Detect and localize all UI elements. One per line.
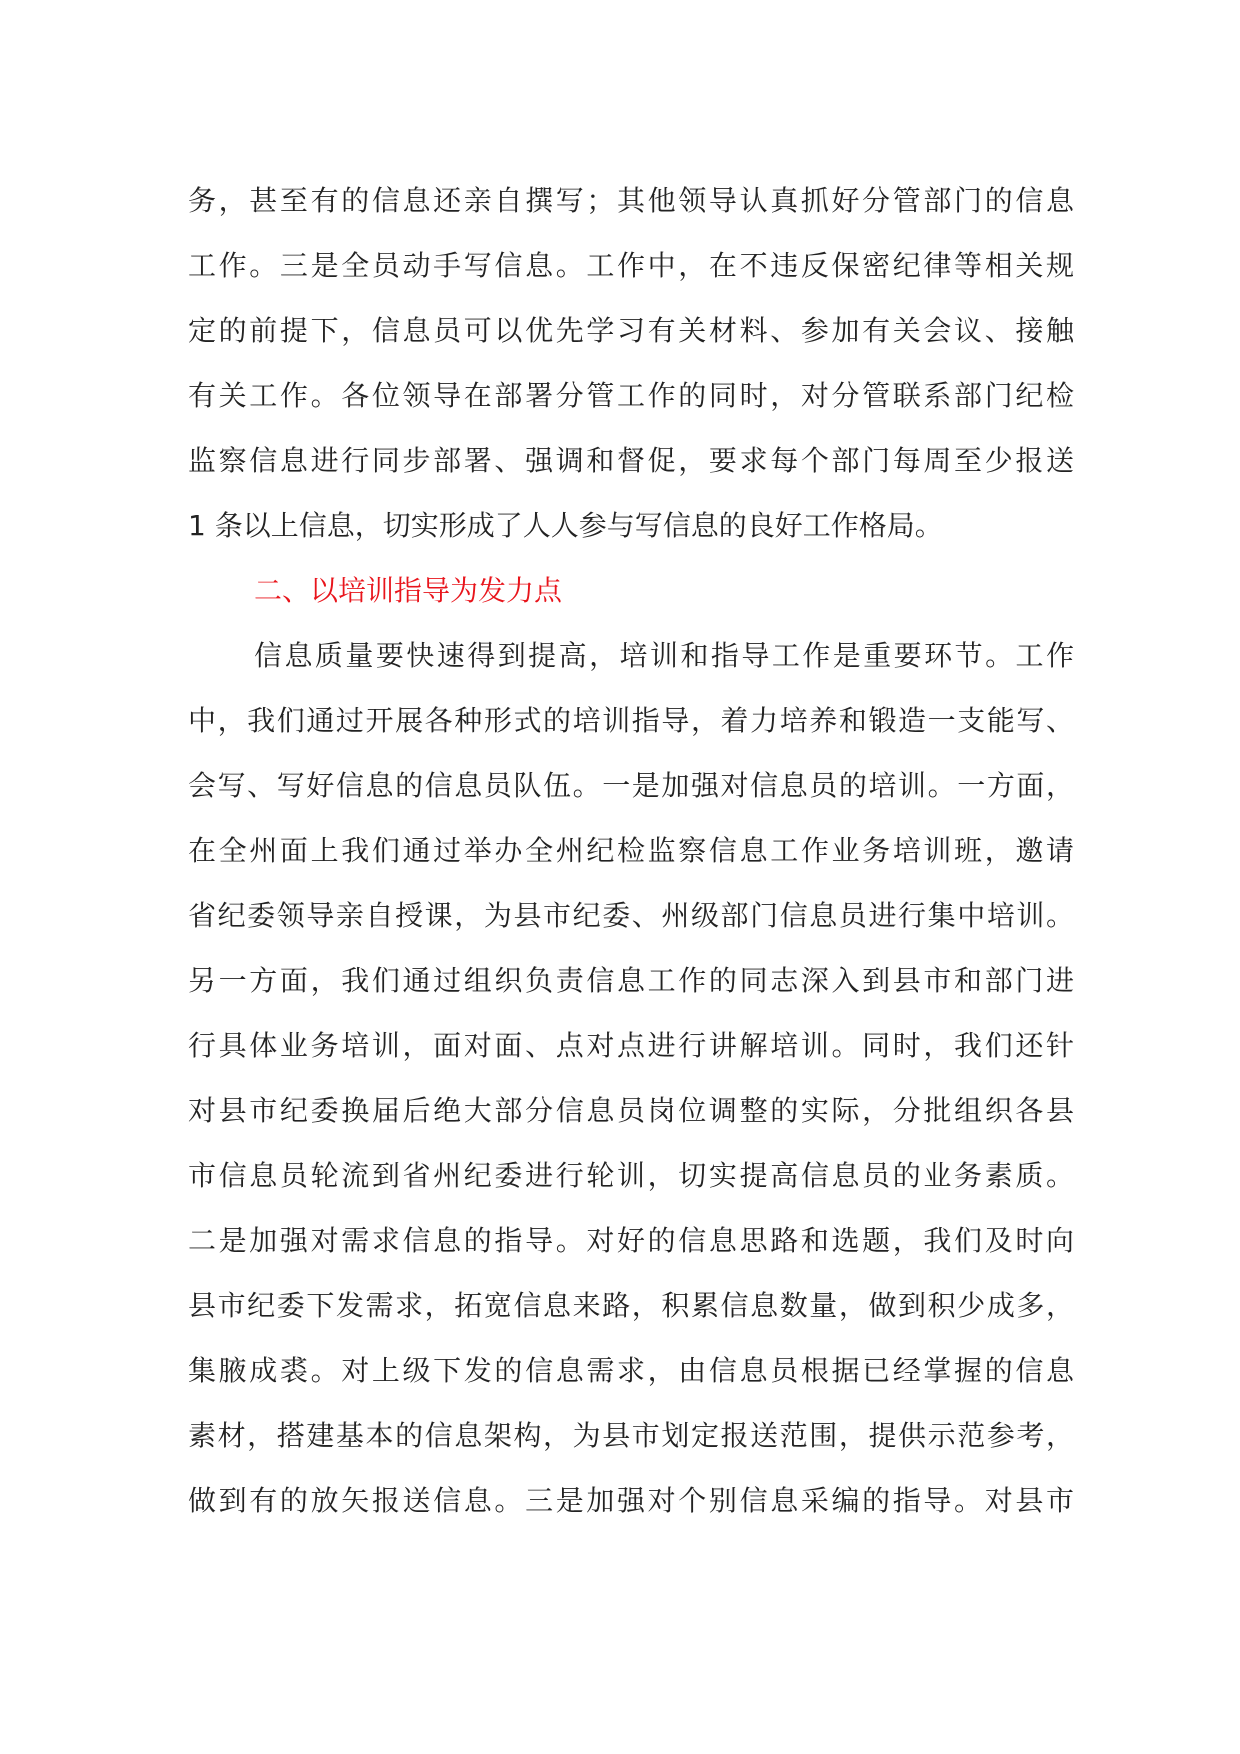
document-body [188,168,1074,1533]
paragraph-line: 有关工作。各位领导在部署分管工作的同时，对分管联系部门纪检 [188,379,1074,412]
paragraph-line: 定的前提下，信息员可以优先学习有关材料、参加有关会议、接触 [188,314,1074,347]
paragraph-line: 另一方面，我们通过组织负责信息工作的同志深入到县市和部门进 [188,964,1074,997]
paragraph-line: 素材，搭建基本的信息架构，为县市划定报送范围，提供示范参考， [188,1419,1074,1452]
paragraph-line: 信息质量要快速得到提高，培训和指导工作是重要环节。工作 [254,639,1074,672]
section-heading: 二、以培训指导为发力点 [254,574,563,607]
paragraph-1 [188,168,1074,558]
paragraph-line: 监察信息进行同步部署、强调和督促，要求每个部门每周至少报送 [188,444,1074,477]
paragraph-line: 在全州面上我们通过举办全州纪检监察信息工作业务培训班，邀请 [188,834,1074,867]
paragraph-line: 二是加强对需求信息的指导。对好的信息思路和选题，我们及时向 [188,1224,1074,1257]
paragraph-line: 工作。三是全员动手写信息。工作中，在不违反保密纪律等相关规 [188,249,1074,282]
paragraph-line: 县市纪委下发需求，拓宽信息来路，积累信息数量，做到积少成多， [188,1289,1074,1322]
paragraph-line: 务，甚至有的信息还亲自撰写；其他领导认真抓好分管部门的信息 [188,184,1074,217]
paragraph-line: 市信息员轮流到省州纪委进行轮训，切实提高信息员的业务素质。 [188,1159,1074,1192]
paragraph-line: 会写、写好信息的信息员队伍。一是加强对信息员的培训。一方面， [188,769,1074,802]
paragraph-line: 行具体业务培训，面对面、点对点进行讲解培训。同时，我们还针 [188,1029,1074,1062]
paragraph-line: 中，我们通过开展各种形式的培训指导，着力培养和锻造一支能写、 [188,704,1074,737]
paragraph-line: 1 条以上信息，切实形成了人人参与写信息的良好工作格局。 [188,509,943,542]
paragraph-line: 省纪委领导亲自授课，为县市纪委、州级部门信息员进行集中培训。 [188,899,1074,932]
paragraph-line: 集腋成裘。对上级下发的信息需求，由信息员根据已经掌握的信息 [188,1354,1074,1387]
paragraph-2 [188,623,1074,1533]
paragraph-line: 对县市纪委换届后绝大部分信息员岗位调整的实际，分批组织各县 [188,1094,1074,1127]
paragraph-line: 做到有的放矢报送信息。三是加强对个别信息采编的指导。对县市 [188,1484,1074,1517]
